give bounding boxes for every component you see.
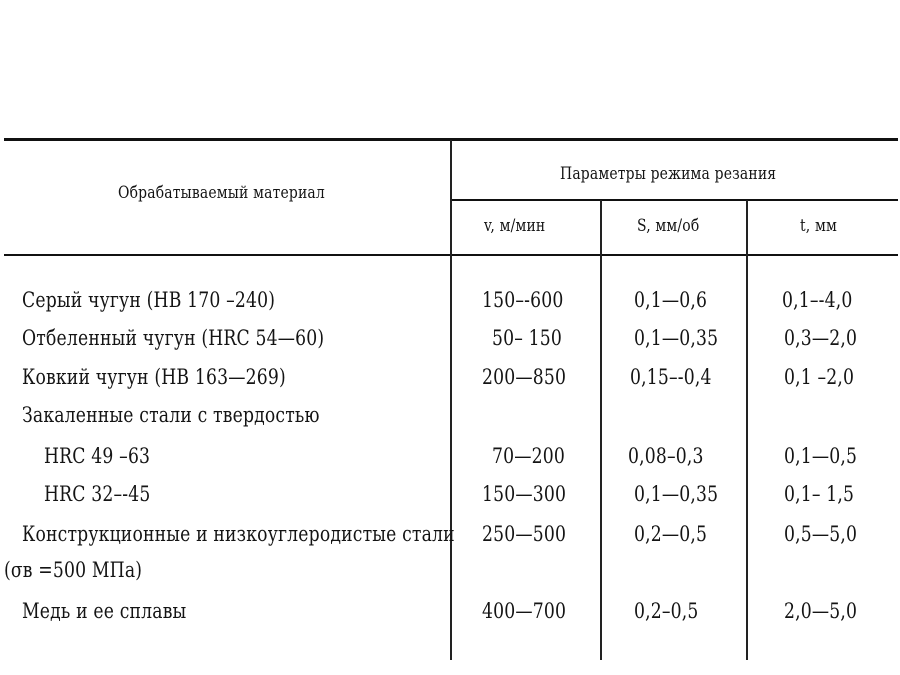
row-material: HRC 32–-45 [44, 482, 151, 506]
divider-material [450, 140, 452, 660]
row-t: 0,5—5,0 [784, 522, 858, 546]
row-s: 0,1—0,6 [634, 288, 708, 312]
row-material: (σв =500 МПа) [4, 558, 143, 582]
row-s: 0,08–0,3 [628, 444, 704, 468]
row-v: 70—200 [492, 444, 565, 468]
row-v: 50– 150 [492, 326, 563, 350]
row-material: Ковкий чугун (НВ 163—269) [22, 365, 286, 389]
group-header-rule [452, 199, 898, 201]
header-params-group: Параметры режима резания [560, 164, 777, 184]
header-col-t: t, мм [800, 216, 837, 236]
divider-s [746, 200, 748, 660]
row-v: 150—300 [482, 482, 567, 506]
row-material: Конструкционные и низкоуглеродистые стали [22, 522, 455, 546]
row-s: 0,1—0,35 [634, 482, 719, 506]
header-material: Обрабатываемый материал [118, 183, 325, 203]
row-t: 0,1 –2,0 [784, 365, 855, 389]
row-t: 0,3—2,0 [784, 326, 858, 350]
row-material: Закаленные стали с твердостью [22, 403, 320, 427]
row-t: 0,1–-4,0 [782, 288, 853, 312]
header-col-s: S, мм/об [637, 216, 700, 236]
row-material: Медь и ее сплавы [22, 599, 187, 623]
divider-v [600, 200, 602, 660]
row-material: Отбеленный чугун (HRC 54—60) [22, 326, 325, 350]
row-s: 0,1—0,35 [634, 326, 719, 350]
row-material: HRC 49 –63 [44, 444, 151, 468]
row-s: 0,2—0,5 [634, 522, 708, 546]
row-v: 200—850 [482, 365, 567, 389]
row-t: 0,1—0,5 [784, 444, 858, 468]
row-t: 2,0—5,0 [784, 599, 858, 623]
row-v: 250—500 [482, 522, 567, 546]
row-s: 0,15–-0,4 [630, 365, 712, 389]
row-v: 400—700 [482, 599, 567, 623]
row-t: 0,1– 1,5 [784, 482, 855, 506]
row-material: Серый чугун (НВ 170 –240) [22, 288, 276, 312]
row-s: 0,2–0,5 [634, 599, 699, 623]
header-col-v: v, м/мин [484, 216, 546, 236]
row-v: 150–-600 [482, 288, 564, 312]
